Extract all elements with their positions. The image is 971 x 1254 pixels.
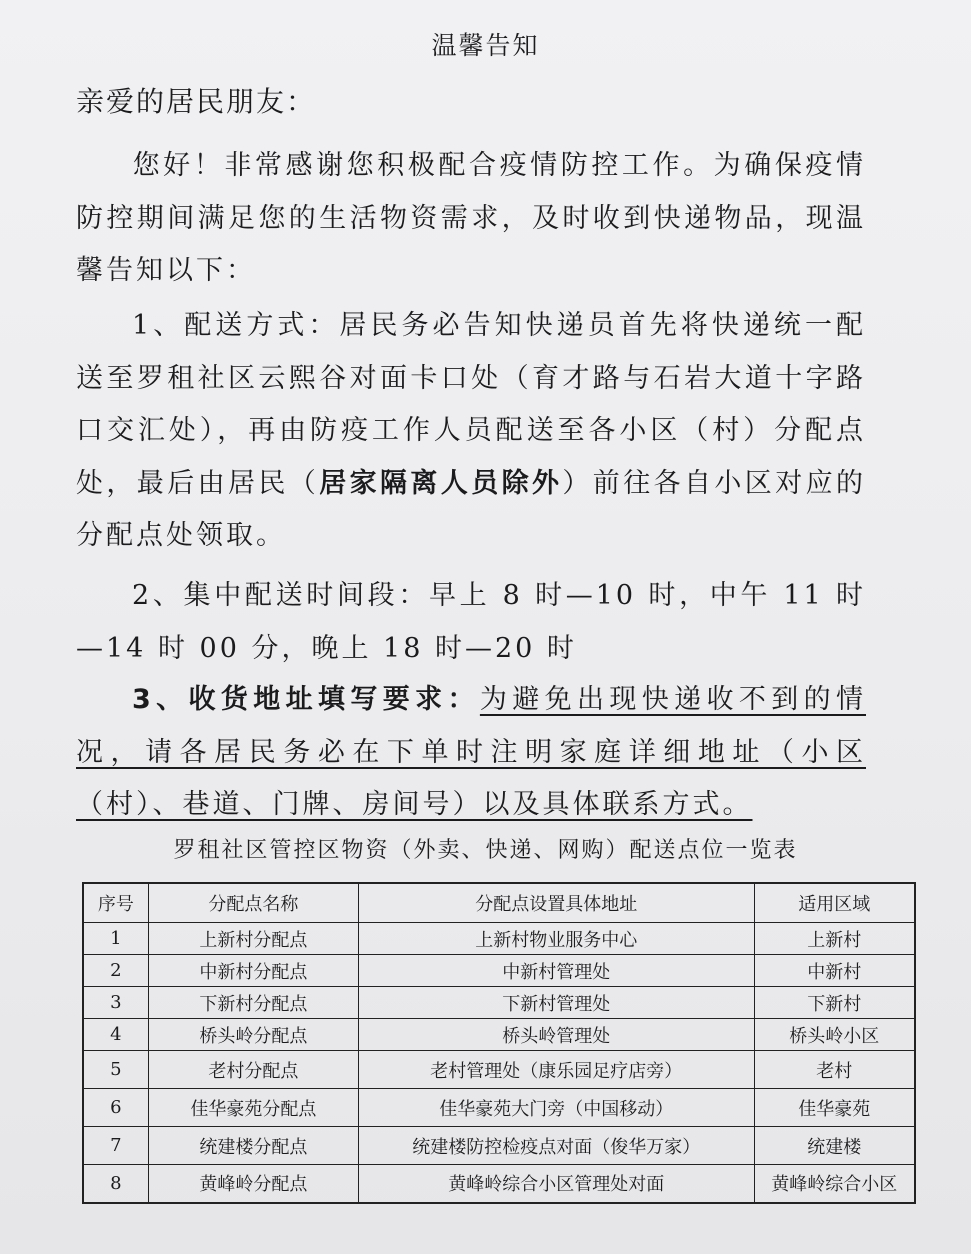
- delivery-method-suffix: ）前往各自小区对应的分配点处领取。: [76, 467, 867, 551]
- row-area: 桥头岭小区: [754, 1019, 915, 1051]
- row-address: 上新村物业服务中心: [359, 923, 755, 955]
- address-requirement-text: 为避免出现快递收不到的情况，请各居民务必在下单时注明家庭详细地址（小区（村）、巷道、门牌、房间号）以及具体联系方式。: [76, 684, 866, 820]
- intro-paragraph: [76, 140, 866, 298]
- row-point-name: 下新村分配点: [148, 987, 358, 1019]
- row-point-name: 上新村分配点: [148, 923, 358, 955]
- table-caption: 罗租社区管控区物资（外卖、快递、网购）配送点位一览表: [173, 838, 798, 863]
- table-row: [83, 1089, 915, 1127]
- table-row: [83, 1051, 915, 1089]
- table-row: [83, 923, 915, 955]
- row-area: 下新村: [754, 987, 915, 1019]
- row-area: 上新村: [754, 923, 915, 955]
- greeting: 亲爱的居民朋友：: [76, 85, 317, 118]
- quarantine-exception: 居家隔离人员除外: [319, 467, 563, 499]
- distribution-points-table: [82, 882, 916, 1204]
- row-area: 佳华豪苑: [754, 1089, 915, 1127]
- row-address: 中新村管理处: [359, 955, 755, 987]
- row-index: 5: [83, 1051, 148, 1089]
- row-point-name: 老村分配点: [148, 1051, 358, 1089]
- row-index: 1: [83, 923, 148, 955]
- address-requirement-paragraph: [76, 674, 866, 832]
- table-row: [83, 1019, 915, 1051]
- row-area: 老村: [754, 1051, 915, 1089]
- row-address: 桥头岭管理处: [359, 1019, 755, 1051]
- row-point-name: 中新村分配点: [148, 955, 358, 987]
- delivery-method-paragraph: [76, 300, 866, 563]
- row-address: 统建楼防控检疫点对面（俊华万家）: [359, 1127, 755, 1165]
- table-row: [83, 987, 915, 1019]
- table-row: [83, 1127, 915, 1165]
- row-area: 黄峰岭综合小区: [754, 1165, 915, 1203]
- row-address: 佳华豪苑大门旁（中国移动）: [359, 1089, 755, 1127]
- header-point-name: 分配点名称: [148, 883, 358, 923]
- row-address: 黄峰岭综合小区管理处对面: [359, 1165, 755, 1203]
- row-area: 统建楼: [754, 1127, 915, 1165]
- header-address: 分配点设置具体地址: [359, 883, 755, 923]
- table-header-row: [83, 883, 915, 923]
- header-area: 适用区域: [754, 883, 915, 923]
- row-area: 中新村: [754, 955, 915, 987]
- row-address: 下新村管理处: [359, 987, 755, 1019]
- delivery-time-paragraph: [76, 570, 866, 675]
- table-row: [83, 955, 915, 987]
- row-index: 6: [83, 1089, 148, 1127]
- row-point-name: 统建楼分配点: [148, 1127, 358, 1165]
- row-index: 7: [83, 1127, 148, 1165]
- notice-title: 温馨告知: [431, 31, 540, 60]
- row-index: 2: [83, 955, 148, 987]
- row-point-name: 黄峰岭分配点: [148, 1165, 358, 1203]
- delivery-time-text: 2、集中配送时间段：早上 8 时—10 时，中午 11 时—14 时 00 分，晚上 18 时—20 时: [76, 580, 866, 664]
- row-point-name: 桥头岭分配点: [148, 1019, 358, 1051]
- address-requirement-label: 3、收货地址填写要求：: [132, 684, 480, 715]
- row-index: 8: [83, 1165, 148, 1203]
- header-index: 序号: [83, 883, 148, 923]
- row-point-name: 佳华豪苑分配点: [148, 1089, 358, 1127]
- row-index: 4: [83, 1019, 148, 1051]
- intro-text: 您好！非常感谢您积极配合疫情防控工作。为确保疫情防控期间满足您的生活物资需求，及时收到快递物品，现温馨告知以下：: [76, 150, 866, 286]
- row-index: 3: [83, 987, 148, 1019]
- table-row: [83, 1165, 915, 1203]
- row-address: 老村管理处（康乐园足疗店旁）: [359, 1051, 755, 1089]
- delivery-method-text: 1、配送方式：居民务必告知快递员首先将快递统一配送至罗租社区云熙谷对面卡口处（育才路与石岩大道十字路口交汇处），再由防疫工作人员配送至各小区（村）分配点处，最后由居民（: [76, 310, 866, 499]
